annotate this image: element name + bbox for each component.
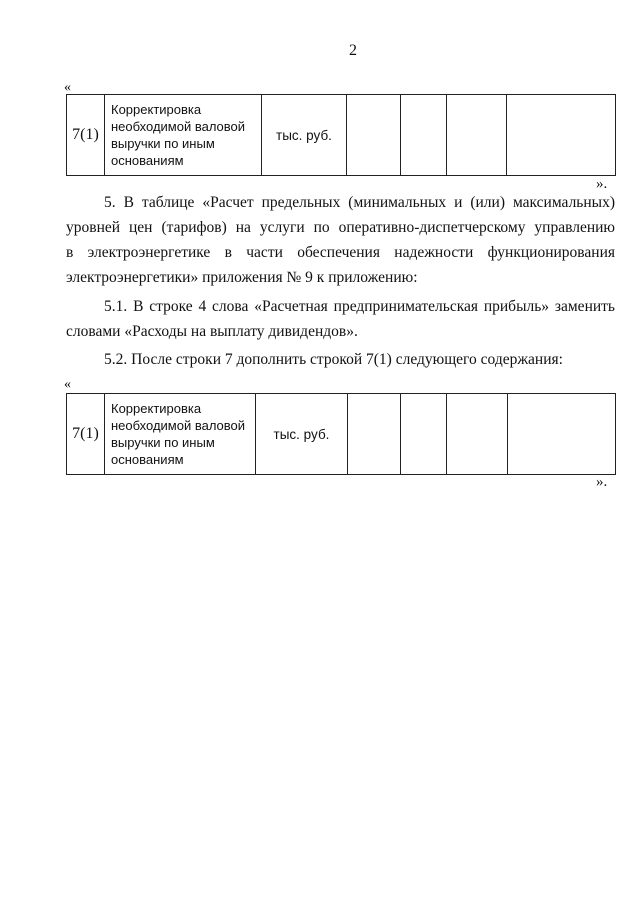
row-name-line: выручки по иным [111,136,215,151]
table-row [67,95,616,176]
row-number: 7(1) [67,95,105,176]
row-name-line: Корректировка [111,102,202,117]
row-unit: тыс. руб. [262,95,347,176]
row-name-line: выручки по иным [111,435,215,450]
row-name-line: Корректировка [111,401,202,416]
quote-close: ». [596,474,608,490]
insert-table-1 [66,94,616,176]
empty-cell [508,394,616,475]
page-number: 2 [349,42,357,59]
row-name-line: необходимой валовой [111,119,246,134]
row-name [105,95,262,176]
row-name [105,394,256,475]
quote-open: « [64,80,71,95]
insert-table-2 [66,393,616,475]
row-unit: тыс. руб. [256,394,348,475]
row-name-line: основаниям [111,452,184,467]
paragraph-line: словами «Расходы на выплату дивидендов». [66,323,358,340]
row-name-line: необходимой валовой [111,418,246,433]
empty-cell [507,95,616,176]
empty-cell [401,394,447,475]
paragraph-line: уровней цен (тарифов) на услуги по оперативно-диспетчерскому управлению [66,219,615,236]
empty-cell [447,394,508,475]
quote-open: « [64,377,71,392]
paragraph-5 [66,190,615,290]
empty-cell [447,95,507,176]
row-name-line: основаниям [111,153,184,168]
quote-close: ». [596,176,608,192]
empty-cell [401,95,447,176]
paragraph-line: 5. В таблице «Расчет предельных (минимальных и (или) максимальных) [104,194,615,211]
empty-cell [348,394,401,475]
empty-cell [347,95,401,176]
paragraph-line: в электроэнергетике в части обеспечения надежности функционирования [66,244,615,261]
paragraph-line: электроэнергетики» приложения № 9 к приложению: [66,269,418,286]
paragraph-line: 5.1. В строке 4 слова «Расчетная предпринимательская прибыль» заменить [104,298,615,315]
row-number: 7(1) [67,394,105,475]
paragraph-5-1 [66,294,615,344]
paragraph-5-2: 5.2. После строки 7 дополнить строкой 7(1) следующего содержания: [104,351,563,368]
table-row [67,394,616,475]
